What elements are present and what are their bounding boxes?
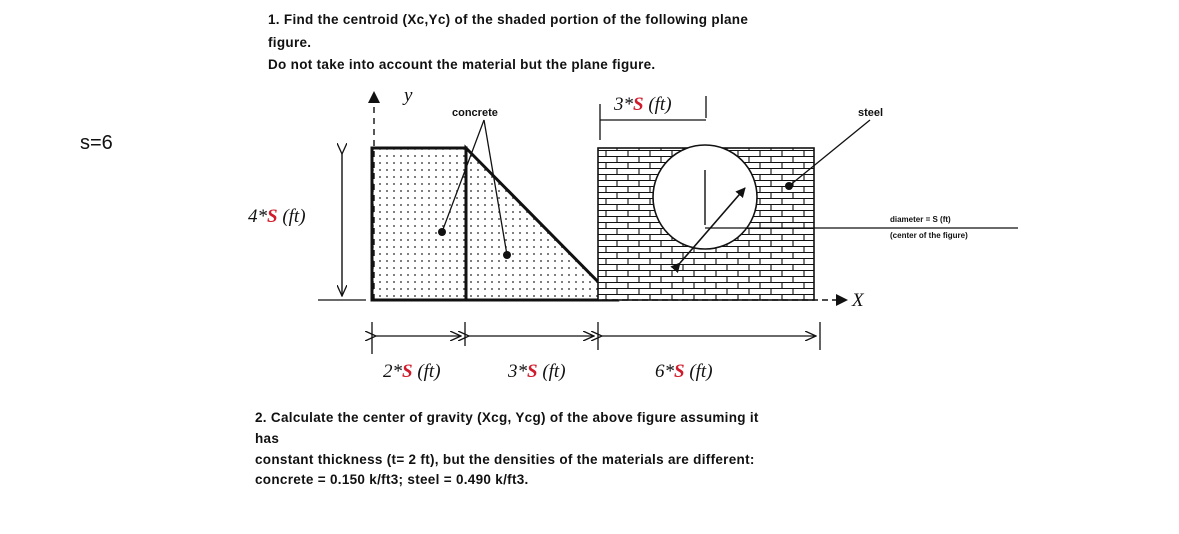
bottom-dimensions (372, 322, 820, 382)
height-dimension (248, 154, 366, 300)
bottom-dimension-label-3: 6*S (ft) (655, 361, 713, 382)
concrete-triangle (466, 148, 616, 300)
steel-block (598, 145, 814, 300)
height-dimension-label: 4*S (ft) (248, 206, 306, 227)
diameter-note: diameter = S (ft) (890, 215, 951, 224)
bottom-dimension-label-1: 2*S (ft) (383, 361, 441, 382)
question2-line4: concrete = 0.150 k/ft3; steel = 0.490 k/ft3. (255, 472, 529, 487)
concrete-rectangle (372, 148, 466, 300)
s-value-note: s=6 (80, 132, 113, 154)
center-note: (center of the figure) (890, 231, 968, 240)
concrete-label: concrete (452, 107, 498, 119)
question1-line1: 1. Find the centroid (Xc,Yc) of the shaded portion of the following plane (268, 12, 749, 27)
question2-line2: has (255, 431, 280, 446)
x-axis-label: X (852, 290, 864, 311)
top-dimension (600, 94, 706, 140)
y-axis-label: y (404, 85, 413, 106)
y-axis-arrow-icon (368, 91, 380, 103)
question2-line3: constant thickness (t= 2 ft), but the densities of the materials are different: (255, 452, 755, 467)
top-dimension-label: 3*S (ft) (614, 94, 672, 115)
steel-label: steel (858, 107, 884, 119)
x-axis-arrow-icon (836, 294, 848, 306)
bottom-dimension-label-2: 3*S (ft) (508, 361, 566, 382)
question2-line1: 2. Calculate the center of gravity (Xcg, Ycg) of the above figure assuming it (255, 410, 759, 425)
question1-line3: Do not take into account the material but the plane figure. (268, 57, 656, 72)
question1-line2: figure. (268, 35, 312, 50)
